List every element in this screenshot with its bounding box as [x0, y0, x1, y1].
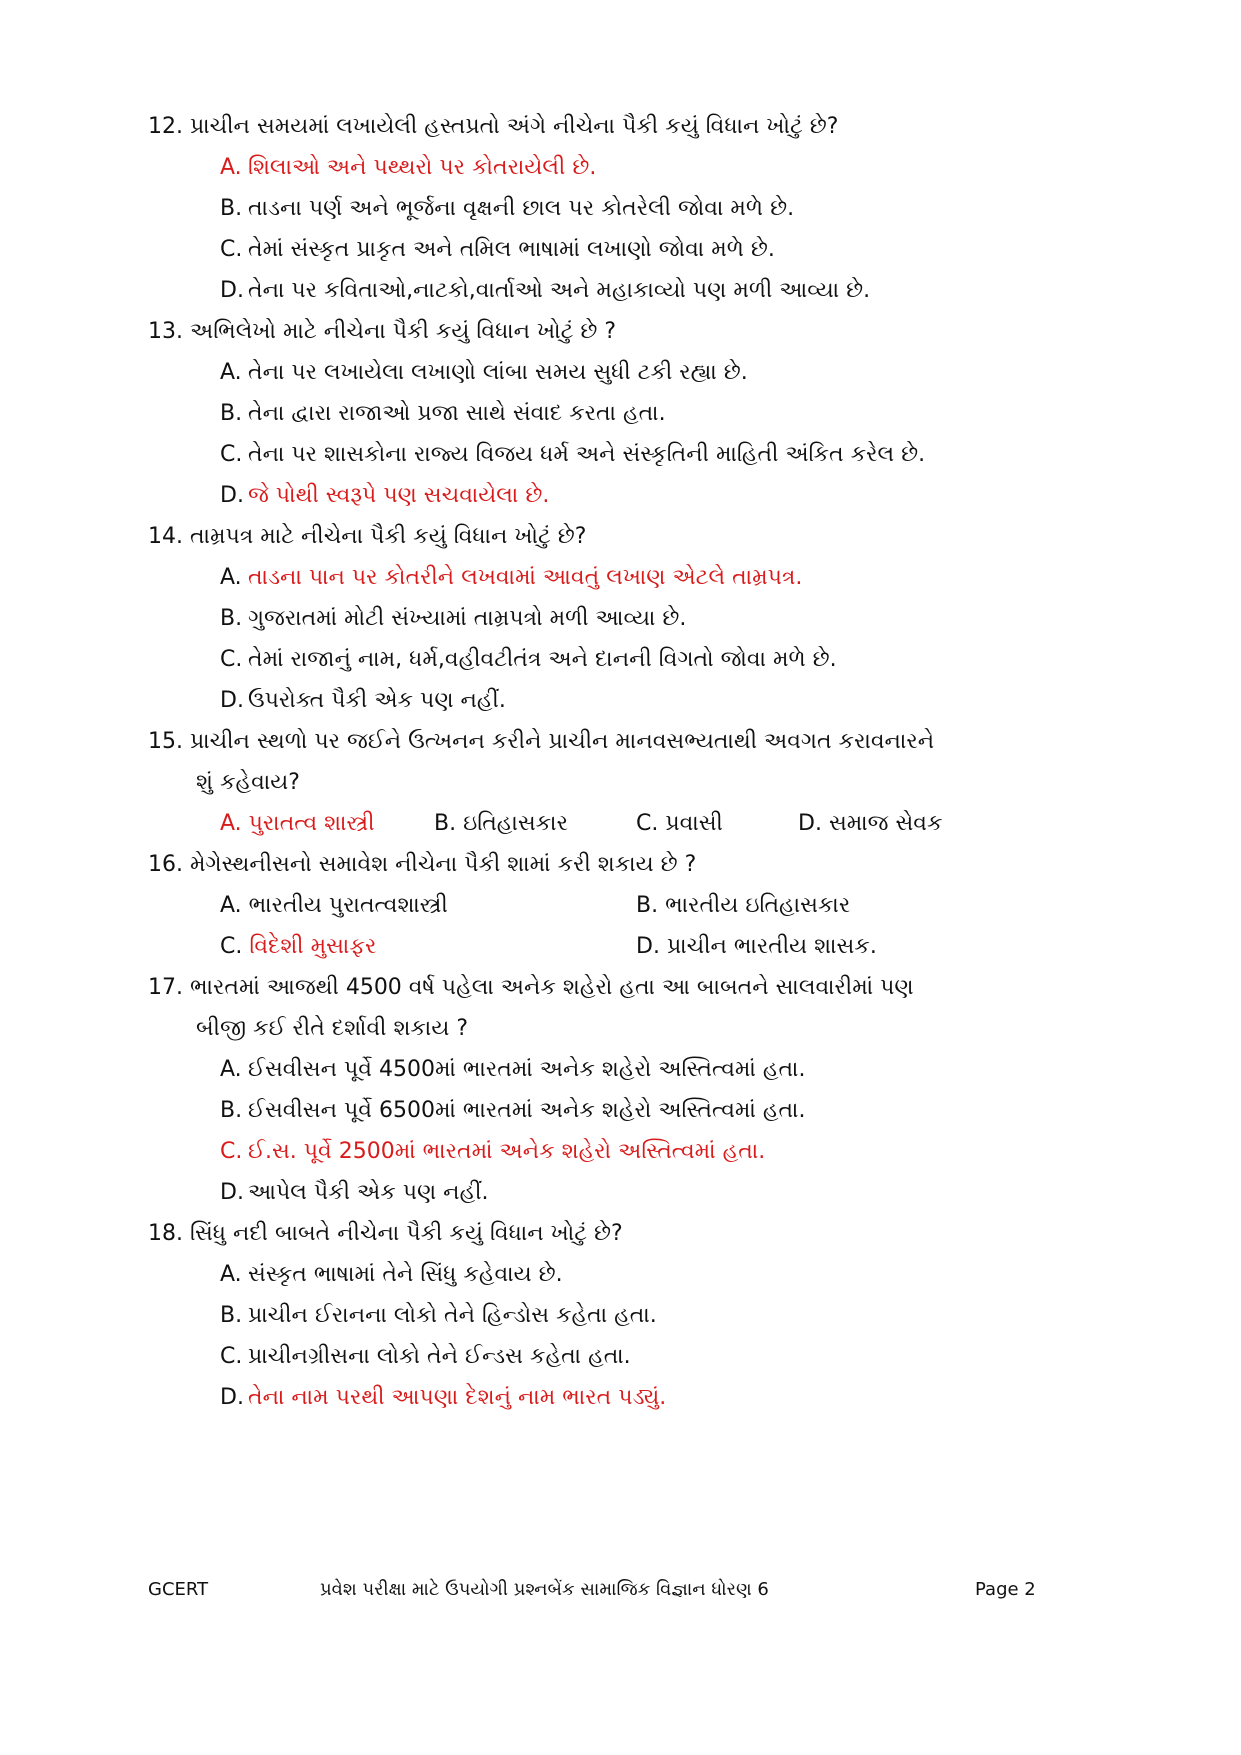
- option-letter: D.: [220, 278, 244, 303]
- option-text: ગુજરાતમાં મોટી સંખ્યામાં તામ્રપત્રો મળી આવ્યા છે.: [248, 606, 687, 631]
- option-letter: A.: [220, 155, 242, 180]
- option-text: પુરાતત્વ શાસ્ત્રી: [248, 811, 375, 836]
- question-number: 16.: [148, 852, 183, 877]
- option-text: તેના પર શાસકોના રાજ્ય વિજય ધર્મ અને સંસ્કૃતિની માહિતી અંકિત કરેલ છે.: [248, 442, 926, 467]
- footer-page-number: Page 2: [975, 1579, 1036, 1600]
- option-letter: D.: [220, 1385, 244, 1410]
- q14-option-b: [220, 604, 686, 634]
- question-text: તામ્રપત્ર માટે નીચેના પૈકી કયું વિધાન ખોટું છે?: [190, 524, 587, 549]
- footer-left: GCERT: [148, 1579, 209, 1600]
- question-13: [148, 317, 616, 347]
- option-text: શિલાઓ અને પથ્થરો પર કોતરાયેલી છે.: [248, 155, 597, 180]
- option-letter: A.: [220, 565, 242, 590]
- option-letter: D.: [798, 811, 822, 836]
- question-text: પ્રાચીન સમયમાં લખાયેલી હસ્તપ્રતો અંગે નીચેના પૈકી કયું વિધાન ખોટું છે?: [190, 114, 839, 139]
- question-16: [148, 850, 696, 880]
- q16-option-b: [636, 891, 850, 921]
- q18-option-c: [220, 1342, 631, 1372]
- question-number: 14.: [148, 524, 183, 549]
- question-text: મેગેસ્થનીસનો સમાવેશ નીચેના પૈકી શામાં કરી શકાય છે ?: [190, 852, 697, 877]
- q17-option-c: [220, 1137, 765, 1167]
- option-letter: B.: [220, 401, 243, 426]
- option-letter: B.: [636, 893, 659, 918]
- q18-option-a: [220, 1260, 563, 1290]
- q13-option-d: [220, 481, 549, 511]
- q18-option-d: [220, 1383, 666, 1413]
- q13-option-b: [220, 399, 666, 429]
- option-text: તાડના પર્ણ અને ભૂર્જના વૃક્ષની છાલ પર કોતરેલી જોવા મળે છે.: [248, 196, 795, 221]
- q15-option-c: [636, 809, 723, 839]
- q12-option-c: [220, 235, 775, 265]
- option-text: તેમાં રાજાનું નામ, ધર્મ,વહીવટીતંત્ર અને દાનની વિગતો જોવા મળે છે.: [248, 647, 837, 672]
- option-letter: A.: [220, 1262, 242, 1287]
- question-number: 18.: [148, 1221, 183, 1246]
- option-letter: C.: [636, 811, 659, 836]
- q15-option-a: [220, 809, 375, 839]
- option-text: તેના પર લખાયેલા લખાણો લાંબા સમય સુધી ટકી રહ્યા છે.: [248, 360, 748, 385]
- question-number: 12.: [148, 114, 183, 139]
- q13-option-a: [220, 358, 748, 388]
- option-text: તેના પર કવિતાઓ,નાટકો,વાર્તાઓ અને મહાકાવ્યો પણ મળી આવ્યા છે.: [248, 278, 871, 303]
- q14-option-d: [220, 686, 506, 716]
- option-letter: B.: [220, 606, 243, 631]
- option-letter: B.: [220, 1303, 243, 1328]
- option-letter: B.: [220, 1098, 243, 1123]
- option-letter: C.: [220, 237, 243, 262]
- q17-option-b: [220, 1096, 805, 1126]
- question-17-continued: [196, 1014, 468, 1044]
- q12-option-d: [220, 276, 870, 306]
- option-letter: A.: [220, 360, 242, 385]
- option-text: ભારતીય પુરાતત્વશાસ્ત્રી: [248, 893, 448, 918]
- q14-option-a: [220, 563, 802, 593]
- option-text: તાડના પાન પર કોતરીને લખવામાં આવતું લખાણ એટલે તામ્રપત્ર.: [248, 565, 803, 590]
- option-text: પ્રવાસી: [665, 811, 723, 836]
- question-text-continued: શું કહેવાય?: [196, 770, 300, 795]
- question-15: [148, 727, 934, 757]
- footer-center: પ્રવેશ પરીક્ષા માટે ઉપયોગી પ્રશ્નબેંક સામાજિક વિજ્ઞાન ધોરણ 6: [320, 1579, 769, 1600]
- q15-option-d: [798, 809, 943, 839]
- q12-option-b: [220, 194, 794, 224]
- option-letter: D.: [636, 934, 660, 959]
- q12-option-a: [220, 153, 596, 183]
- option-text: ભારતીય ઇતિહાસકાર: [665, 893, 851, 918]
- question-text-continued: બીજી કઈ રીતે દર્શાવી શકાય ?: [196, 1016, 469, 1041]
- q13-option-c: [220, 440, 925, 470]
- option-text: સંસ્કૃત ભાષામાં તેને સિંધુ કહેવાય છે.: [248, 1262, 563, 1287]
- question-number: 15.: [148, 729, 183, 754]
- option-letter: C.: [220, 934, 243, 959]
- option-text: પ્રાચીન ભારતીય શાસક.: [666, 934, 877, 959]
- option-letter: D.: [220, 688, 244, 713]
- option-text: પ્રાચીનગ્રીસના લોકો તેને ઈન્ડસ કહેતા હતા.: [248, 1344, 631, 1369]
- option-letter: A.: [220, 811, 242, 836]
- option-text: તેમાં સંસ્કૃત પ્રાકૃત અને તમિલ ભાષામાં લખાણો જોવા મળે છે.: [248, 237, 775, 262]
- q15-option-b: [434, 809, 568, 839]
- q18-option-b: [220, 1301, 657, 1331]
- option-text: જે પોથી સ્વરૂપે પણ સચવાયેલા છે.: [248, 483, 550, 508]
- option-letter: B.: [220, 196, 243, 221]
- question-number: 17.: [148, 975, 183, 1000]
- option-text: ઉપરોક્ત પૈકી એક પણ નહીં.: [248, 688, 506, 713]
- question-text: સિંધુ નદી બાબતે નીચેના પૈકી કયું વિધાન ખોટું છે?: [190, 1221, 623, 1246]
- question-text: પ્રાચીન સ્થળો પર જઈને ઉત્ખનન કરીને પ્રાચીન માનવસભ્યતાથી અવગત કરાવનારને: [190, 729, 935, 754]
- q17-option-a: [220, 1055, 805, 1085]
- option-text: ઈસવીસન પૂર્વે 6500માં ભારતમાં અનેક શહેરો અસ્તિત્વમાં હતા.: [248, 1098, 806, 1123]
- option-letter: C.: [220, 1139, 243, 1164]
- option-letter: D.: [220, 1180, 244, 1205]
- q17-option-d: [220, 1178, 489, 1208]
- question-18: [148, 1219, 623, 1249]
- option-text: પ્રાચીન ઈરાનના લોકો તેને હિન્ડોસ કહેતા હતા.: [248, 1303, 657, 1328]
- option-text: તેના દ્વારા રાજાઓ પ્રજા સાથે સંવાદ કરતા હતા.: [248, 401, 666, 426]
- question-text: અભિલેખો માટે નીચેના પૈકી કયું વિધાન ખોટું છે ?: [190, 319, 617, 344]
- option-letter: C.: [220, 1344, 243, 1369]
- option-text: ઈ.સ. પૂર્વે 2500માં ભારતમાં અનેક શહેરો અસ્તિત્વમાં હતા.: [248, 1139, 766, 1164]
- option-text: સમાજ સેવક: [828, 811, 943, 836]
- option-text: તેના નામ પરથી આપણા દેશનું નામ ભારત પડ્યું.: [248, 1385, 667, 1410]
- question-12: [148, 112, 838, 142]
- question-text: ભારતમાં આજથી 4500 વર્ષ પહેલા અનેક શહેરો હતા આ બાબતને સાલવારીમાં પણ: [190, 975, 914, 1000]
- question-14: [148, 522, 586, 552]
- q16-option-d: [636, 932, 877, 962]
- question-number: 13.: [148, 319, 183, 344]
- option-letter: A.: [220, 893, 242, 918]
- question-17: [148, 973, 914, 1003]
- q14-option-c: [220, 645, 837, 675]
- option-letter: C.: [220, 647, 243, 672]
- option-text: ઈસવીસન પૂર્વે 4500માં ભારતમાં અનેક શહેરો અસ્તિત્વમાં હતા.: [248, 1057, 806, 1082]
- option-letter: B.: [434, 811, 457, 836]
- q16-option-a: [220, 891, 448, 921]
- option-letter: A.: [220, 1057, 242, 1082]
- option-text: આપેલ પૈકી એક પણ નહીં.: [248, 1180, 489, 1205]
- option-text: ઇતિહાસકાર: [463, 811, 568, 836]
- option-letter: C.: [220, 442, 243, 467]
- option-letter: D.: [220, 483, 244, 508]
- question-15-continued: [196, 768, 300, 798]
- q16-option-c: [220, 932, 376, 962]
- option-text: વિદેશી મુસાફર: [249, 934, 377, 959]
